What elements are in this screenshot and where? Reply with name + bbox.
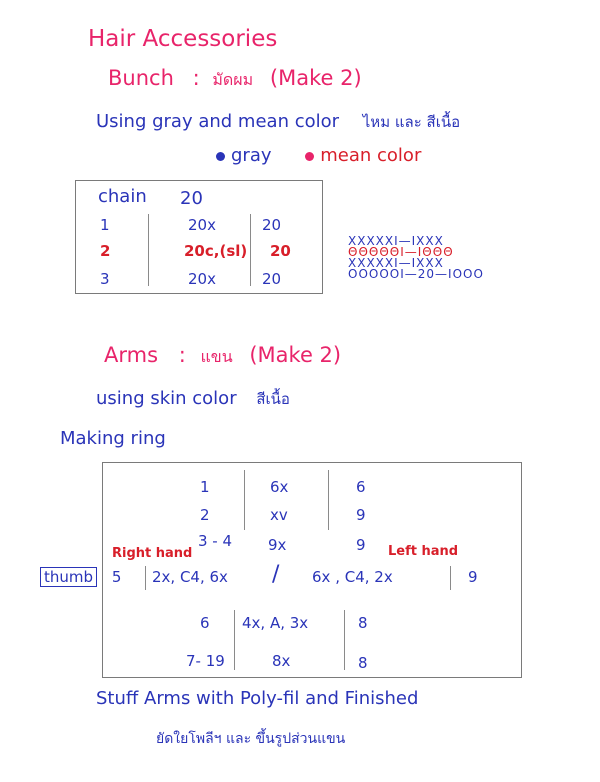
bunch-row-round: 2 bbox=[100, 242, 111, 260]
diagram-row: XXXXXI—IXXX bbox=[348, 234, 444, 248]
arms-making: Making ring bbox=[60, 428, 166, 449]
arms-row-count: 8 bbox=[358, 654, 368, 672]
bunch-using-thai: ไหม และ สีเนื้อ bbox=[362, 113, 461, 131]
arms-row-round: 1 bbox=[200, 478, 210, 496]
bunch-heading bbox=[108, 66, 362, 93]
diagram-row: OOOOOI—20—IOOO bbox=[348, 267, 484, 281]
thumb-count: 9 bbox=[468, 568, 478, 586]
bunch-row-count: 20 bbox=[262, 216, 282, 234]
bunch-table-divider bbox=[148, 214, 149, 286]
arms-table-divider bbox=[344, 610, 345, 670]
bunch-make: (Make 2) bbox=[269, 66, 362, 90]
finish-instruction-thai: ยัดใยโพลีฯ และ ขึ้นรูปส่วนแขน bbox=[156, 731, 346, 747]
arms-row-round: 3 - 4 bbox=[198, 532, 233, 550]
bunch-table-divider bbox=[250, 214, 251, 286]
arms-row-round: 2 bbox=[200, 506, 210, 524]
bunch-row-count: 20 bbox=[270, 242, 291, 260]
bunch-row-round: 1 bbox=[100, 216, 110, 234]
arms-table-divider bbox=[234, 610, 235, 670]
bunch-row-stitches: 20x bbox=[188, 270, 216, 288]
thumb-slash: / bbox=[272, 562, 280, 587]
stitch-diagram bbox=[348, 236, 484, 280]
mean-color-dot-icon bbox=[305, 152, 314, 161]
bunch-colon: : bbox=[192, 66, 200, 90]
arms-title: Arms bbox=[104, 343, 159, 367]
arms-row-stitches: 8x bbox=[272, 652, 291, 670]
left-hand-label: Left hand bbox=[388, 544, 459, 559]
arms-row-count: 6 bbox=[356, 478, 366, 496]
arms-using bbox=[96, 387, 290, 411]
arms-row-stitches: xv bbox=[270, 506, 288, 524]
arms-colon: : bbox=[178, 343, 186, 367]
bunch-chain-value: 20 bbox=[180, 188, 203, 209]
gray-dot-icon bbox=[216, 152, 225, 161]
arms-row-stitches: 9x bbox=[268, 536, 287, 554]
arms-using-text: using skin color bbox=[96, 388, 237, 409]
bunch-thai: มัดผม bbox=[212, 70, 254, 89]
legend-mean-color: mean color bbox=[320, 145, 422, 166]
bunch-legend bbox=[216, 145, 421, 166]
diagram-row: XXXXXI—IXXX bbox=[348, 256, 444, 270]
bunch-row-round: 3 bbox=[100, 270, 110, 288]
bunch-using bbox=[96, 110, 460, 134]
bunch-row-count: 20 bbox=[262, 270, 282, 288]
bunch-row-stitches: 20x bbox=[188, 216, 216, 234]
arms-row-round: 7- 19 bbox=[186, 652, 225, 670]
arms-using-thai: สีเนื้อ bbox=[256, 390, 290, 408]
bunch-title: Bunch bbox=[108, 66, 174, 90]
arms-table-divider bbox=[145, 566, 146, 590]
arms-table-divider bbox=[450, 566, 451, 590]
thumb-round: 5 bbox=[111, 568, 122, 586]
arms-row-count: 9 bbox=[356, 536, 366, 554]
arms-table-divider bbox=[244, 470, 245, 530]
arms-row-count: 8 bbox=[358, 614, 368, 632]
arms-make: (Make 2) bbox=[249, 343, 342, 367]
legend-gray: gray bbox=[231, 145, 272, 166]
thumb-left-stitches: 6x , C4, 2x bbox=[312, 568, 393, 586]
thumb-right-stitches: 2x, C4, 6x bbox=[152, 568, 228, 586]
page-title: Hair Accessories bbox=[88, 26, 278, 52]
thumb-label: thumb bbox=[40, 567, 97, 587]
bunch-row-stitches: 20c,(sl) bbox=[184, 242, 248, 260]
right-hand-label: Right hand bbox=[112, 546, 193, 561]
arms-row-round: 6 bbox=[200, 614, 210, 632]
thumb-row bbox=[40, 568, 121, 586]
arms-row-stitches: 6x bbox=[270, 478, 289, 496]
finish-instruction: Stuff Arms with Poly-fil and Finished bbox=[96, 688, 419, 709]
arms-row-count: 9 bbox=[356, 506, 366, 524]
arms-thai: แขน bbox=[200, 347, 233, 366]
bunch-chain-label: chain bbox=[98, 186, 147, 207]
arms-heading bbox=[104, 343, 341, 370]
bunch-using-text: Using gray and mean color bbox=[96, 111, 340, 132]
arms-row-stitches: 4x, A, 3x bbox=[242, 614, 309, 632]
arms-table-divider bbox=[328, 470, 329, 530]
diagram-row: ΘΘΘΘΘI—IΘΘΘ bbox=[348, 245, 454, 259]
